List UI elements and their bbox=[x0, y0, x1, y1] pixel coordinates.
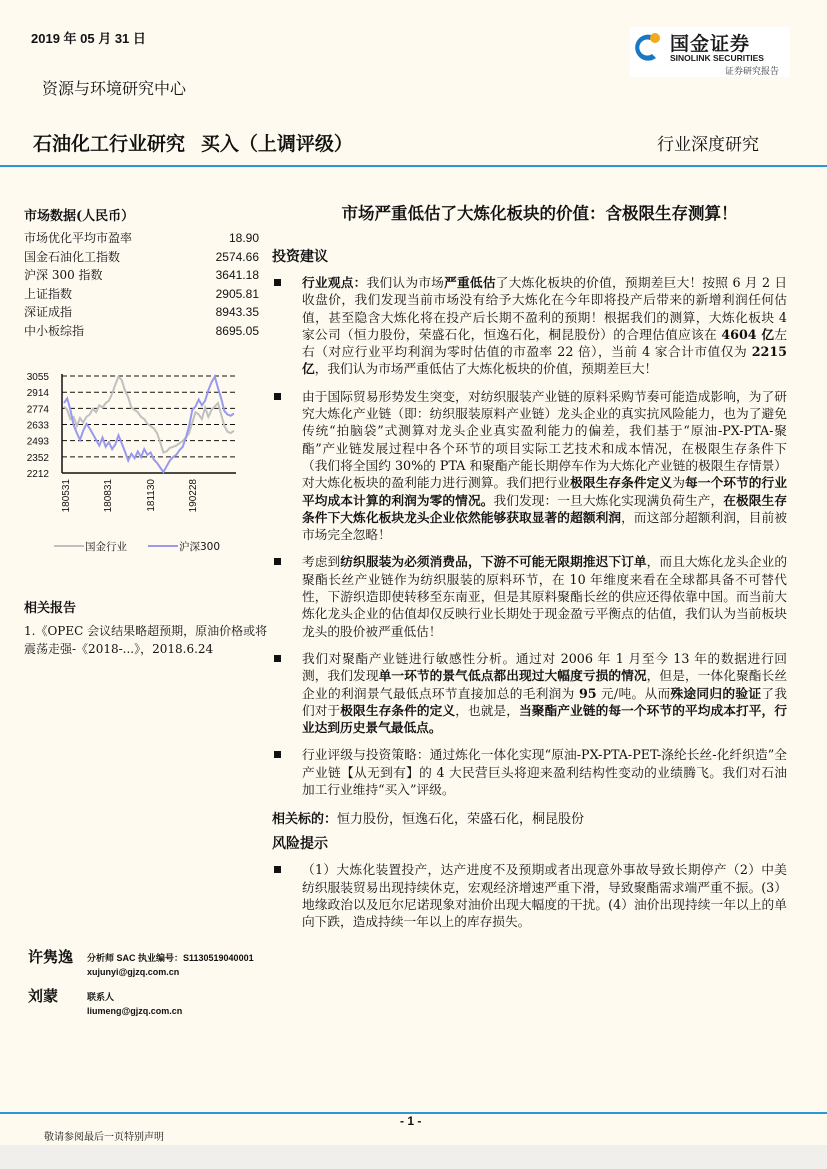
text: 行业评级与投资策略：通过炼化一体化实现“原油-PX-PTA-PET-涤纶长丝-化纤织造”全产业链【从无到有】的 4 大民营巨头将迎来盈利结构性变动的业绩腾飞。我们对石油加工行业维持“买入”评级。 bbox=[302, 747, 787, 798]
bullet-paragraph bbox=[272, 650, 787, 736]
author-email[interactable]: xujunyi@gjzq.com.cn bbox=[87, 967, 180, 977]
x-tick-label: 180831 bbox=[103, 479, 114, 513]
x-tick-label: 181130 bbox=[146, 479, 157, 512]
market-data-row bbox=[24, 303, 259, 322]
author-info bbox=[87, 990, 182, 1018]
text: ，我们认为市场严重低估了大炼化板块的价值，预期差巨大！ bbox=[314, 361, 658, 377]
bold-text: 行业观点： bbox=[302, 275, 367, 290]
report-date: 2019 年 05 月 31 日 bbox=[31, 31, 146, 46]
related-targets bbox=[272, 808, 787, 827]
market-data-label: 中小板综指 bbox=[24, 323, 85, 338]
author-email[interactable]: liumeng@gjzq.com.cn bbox=[87, 1006, 183, 1016]
invest-bullets bbox=[272, 274, 787, 798]
logo-cn: 国金证券 bbox=[670, 34, 751, 55]
bold-text: 95 bbox=[578, 685, 597, 701]
report-type-label: 证券研究报告 bbox=[725, 67, 780, 77]
y-tick-label: 2212 bbox=[26, 469, 49, 480]
headline: 市场严重低估了大炼化板块的价值：含极限生存测算！ bbox=[341, 204, 738, 223]
section-risk-title: 风险提示 bbox=[272, 836, 328, 853]
text: ，但是，一体化聚酯长丝企业的利润景气最低点环节直接加总的毛利润为 bbox=[302, 668, 788, 701]
text: 由于国际贸易形势发生突变，对纺织服装产业链的原料采购节奏可能造成影响，为了研究大炼化产业链（即：纺织服装原料产业链）龙头企业的真实抗风险能力，也为了避免传统“拍脑袋”式测算对龙头企业真实盈利能力的偏差，我们基于“原油-PX-PTA-聚酯”产业链发展过程中各个环节的项目实际工艺技术和成本情况，在极限生存条件下（我们将全国约 30%的 PTA 和聚酯产能长期停车作为大炼化产业链的极限生存情景）对大炼化板块的盈利能力进行测算。我们把行业 bbox=[302, 388, 787, 491]
author-info bbox=[87, 951, 254, 979]
y-tick-label: 2493 bbox=[26, 436, 49, 448]
market-data-label: 国金石油化工指数 bbox=[24, 249, 121, 264]
market-data-value: 18.90 bbox=[228, 231, 259, 245]
x-tick-label: 180531 bbox=[61, 479, 72, 513]
market-data-rows bbox=[24, 229, 259, 340]
market-data-value: 2574.66 bbox=[215, 249, 259, 264]
bullet-square-icon bbox=[274, 279, 281, 286]
main-content bbox=[272, 200, 787, 941]
bullet-square-icon bbox=[274, 393, 281, 400]
bullet-square-icon bbox=[274, 751, 281, 758]
logo-en: SINOLINK SECURITIES bbox=[670, 53, 764, 63]
bullet-square-icon bbox=[274, 866, 281, 873]
text: 了我们对于 bbox=[302, 685, 787, 718]
y-tick-label: 2914 bbox=[26, 388, 49, 400]
market-data-row bbox=[24, 285, 259, 304]
bold-text: 极限生存条件的定义 bbox=[340, 702, 456, 718]
legend-label: 沪深300 bbox=[179, 541, 221, 553]
section-invest-title: 投资建议 bbox=[272, 249, 328, 265]
bullet-paragraph bbox=[272, 553, 787, 639]
y-tick-label: 2774 bbox=[26, 404, 49, 416]
author-role: 联系人 bbox=[87, 992, 115, 1002]
bold-text: 4604 亿 bbox=[721, 326, 775, 342]
text: 我们发现：一旦大炼化实现满负荷生产， bbox=[493, 492, 724, 508]
bullet-paragraph bbox=[272, 861, 787, 930]
disclaimer: 敬请参阅最后一页特别声明 bbox=[44, 1132, 164, 1143]
market-data-label: 沪深 300 指数 bbox=[24, 268, 103, 282]
text: ，而这部分超额利润，目前被市场完全忽略！ bbox=[302, 509, 788, 543]
bold-text: 每一个环节的行业平均成本计算的利润为零的情况。 bbox=[302, 475, 788, 508]
text: 了大炼化板块的价值，预期差巨大！按照 6 月 2 日收盘价，我们发现当前市场没有给予大炼化在今年即将投产后带来的新增利润任何估值，甚至隐含大炼化将在投产后长期不盈利的预期！根据我们的测算，大炼化板块 4 家公司（恒力股份，荣盛石化，恒逸石化，桐昆股份）的合理估值应该在 bbox=[302, 275, 788, 342]
index-chart-svg bbox=[18, 360, 258, 560]
page-number: - 1 - bbox=[400, 1114, 422, 1128]
index-chart bbox=[18, 360, 258, 560]
bullet-paragraph bbox=[272, 274, 787, 378]
market-data-value: 2905.81 bbox=[215, 286, 259, 301]
market-data-label: 市场优化平均市盈率 bbox=[24, 231, 133, 245]
market-data-row bbox=[24, 229, 259, 248]
market-data-label: 深证成指 bbox=[24, 305, 73, 319]
market-data-row bbox=[24, 322, 259, 341]
text: 为 bbox=[672, 475, 685, 491]
header-divider bbox=[0, 165, 827, 167]
bold-text: 在极限生存条件下大炼化板块龙头企业依然能够获取显著的超额利润 bbox=[302, 492, 788, 525]
y-tick-label: 3055 bbox=[26, 372, 49, 383]
text: 元/吨。从而 bbox=[596, 685, 671, 701]
report-title: 石油化工行业研究 买入（上调评级） bbox=[33, 134, 353, 155]
y-tick-label: 2633 bbox=[26, 420, 49, 432]
page-bottom-margin bbox=[0, 1145, 827, 1169]
market-data-value: 8695.05 bbox=[215, 323, 259, 338]
author-name: 刘蒙 bbox=[28, 987, 59, 1005]
author-role: 分析师 SAC 执业编号：S1130519040001 bbox=[87, 953, 254, 963]
targets-label: 相关标的： bbox=[272, 812, 338, 828]
text: （1）大炼化装置投产，达产进度不及预期或者出现意外事故导致长期停产（2）中美纺织服装贸易出现持续休克，宏观经济增速严重下滑，导致聚酯需求端严重不振。(3）地缘政治以及厄尔尼诺现象对油价出现大幅度的干扰。(4）油价出现持续一年以上的单向下跌，造成持续一年以上的库存损失。 bbox=[302, 862, 787, 930]
market-data-row bbox=[24, 266, 259, 285]
sinolink-logo-icon bbox=[634, 30, 662, 64]
bold-text: 2215 亿 bbox=[302, 344, 787, 377]
bold-text: 纺织服装为必须消费品，下游不可能无限期推迟下订单 bbox=[340, 554, 647, 570]
bold-text: 殊途同归的验证 bbox=[670, 685, 762, 701]
market-data-title: 市场数据(人民币） bbox=[24, 209, 135, 224]
research-center: 资源与环境研究中心 bbox=[42, 79, 187, 98]
market-data-value: 3641.18 bbox=[215, 268, 259, 282]
author-name: 许隽逸 bbox=[28, 948, 74, 966]
bullet-paragraph bbox=[272, 388, 787, 544]
bold-text: 极限生存条件定义 bbox=[570, 475, 673, 491]
market-data-row bbox=[24, 248, 259, 267]
text: 左右（对应行业平均利润为零时估值的市盈率 22 倍），当前 4 家合计市值仅为 bbox=[302, 326, 787, 360]
text: 我们对聚酯产业链进行敏感性分析。通过对 2006 年 1 月至今 13 年的数据进行回测，我们发现 bbox=[302, 650, 787, 684]
risk-bullets bbox=[272, 861, 787, 930]
bullet-square-icon bbox=[274, 655, 281, 662]
x-tick-label: 190228 bbox=[188, 479, 199, 513]
targets-value: 恒力股份，恒逸石化，荣盛石化，桐昆股份 bbox=[337, 812, 585, 828]
report-category: 行业深度研究 bbox=[657, 135, 759, 155]
related-reports-title: 相关报告 bbox=[24, 601, 77, 616]
market-data-value: 8943.35 bbox=[215, 305, 259, 319]
related-reports bbox=[24, 597, 269, 658]
bold-text: 单一环节的景气低点都出现过大幅度亏损的情况 bbox=[378, 668, 647, 684]
market-data-label: 上证指数 bbox=[24, 286, 73, 301]
text: ，而且大炼化龙头企业的聚酯长丝产业链作为纺织服装的原料环节，在 10 年维度来看在全球都具备不可替代性，下游织造即使转移至东南亚，但是其原料聚酯长丝的供应还得依靠中国。而当前大炼化龙头企业的估值却仅反映行业长期处于现金盈亏平衡点的估值，我们认为当前板块龙头的股价被严重低估！ bbox=[302, 554, 788, 639]
bullet-square-icon bbox=[274, 558, 281, 565]
market-data-panel bbox=[24, 205, 259, 340]
text: ，也就是， bbox=[455, 702, 520, 718]
y-tick-label: 2352 bbox=[26, 452, 49, 464]
legend-label: 国金行业 bbox=[85, 541, 127, 553]
bold-text: 严重低估 bbox=[444, 275, 496, 290]
text: 我们认为市场 bbox=[366, 275, 445, 290]
bullet-paragraph bbox=[272, 746, 787, 798]
bold-text: 当聚酯产业链的每一个环节的平均成本打平，行业达到历史景气最低点。 bbox=[302, 702, 788, 736]
related-report-item[interactable]: 1.《OPEC 会议结果略超预期，原油价格或将震荡走强-《2018-...》，2018.6.24 bbox=[24, 624, 268, 656]
text: 考虑到 bbox=[302, 554, 341, 570]
